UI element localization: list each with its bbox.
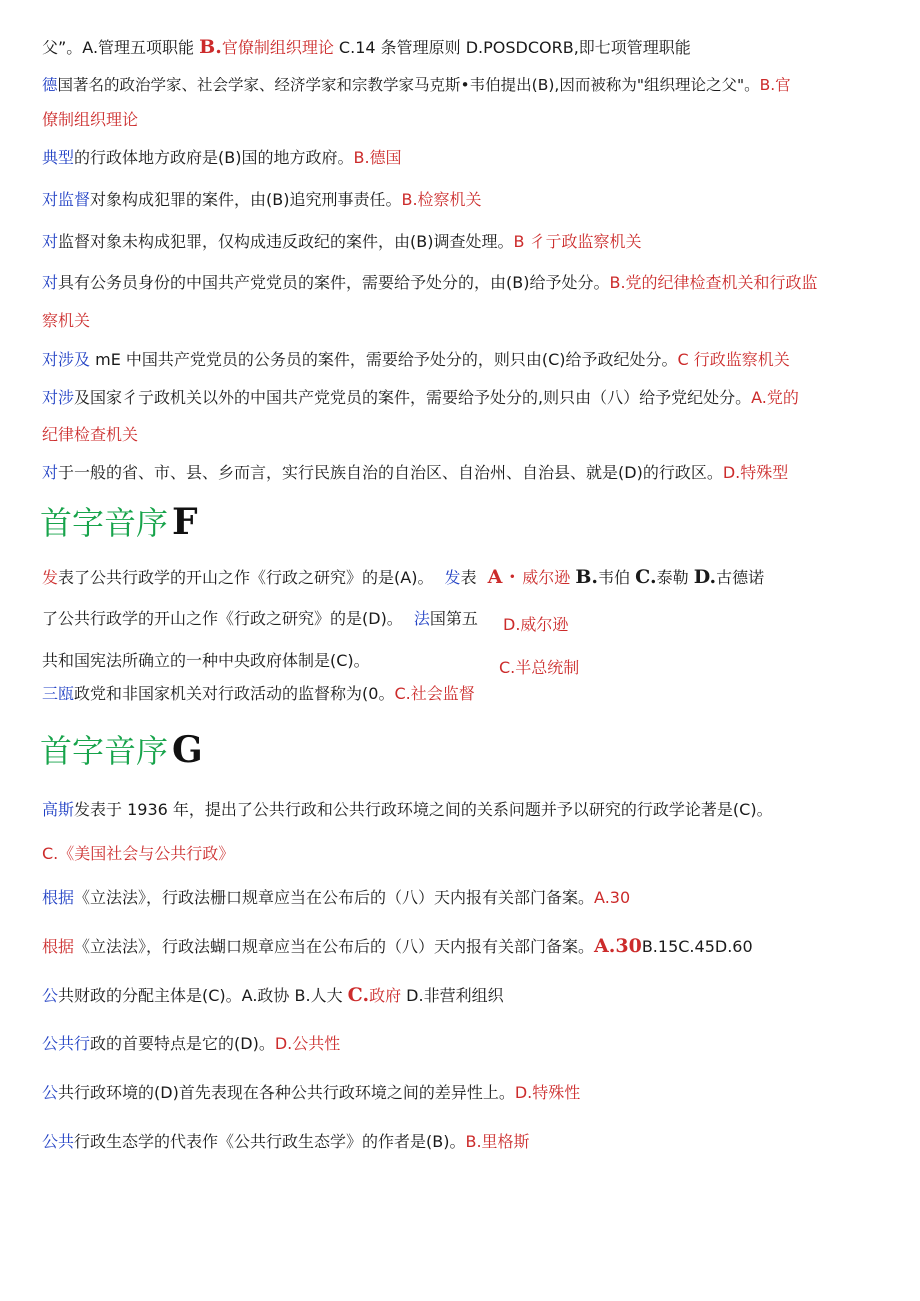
entry-lead: 公共 bbox=[42, 1132, 75, 1151]
entry-lead: 对监督 bbox=[42, 190, 91, 209]
answer-text: 威尔逊 bbox=[522, 568, 571, 587]
question-text: 对象构成犯罪的案件，由(B)追究刑事责任。 bbox=[90, 190, 402, 209]
answer-option: A.30 bbox=[594, 935, 642, 957]
entry-line bbox=[42, 566, 764, 589]
heading-text: 首字音序 bbox=[40, 732, 169, 770]
question-text: 发表于 1936 年，提出了公共行政和公共行政环境之间的关系问题并予以研究的行政学论著是(C)。 bbox=[74, 800, 773, 819]
question-text: C.14 条管理原则 D.POSDCORB,即七项管理职能 bbox=[333, 38, 691, 57]
answer-continuation: 僚制组织理论 bbox=[42, 110, 139, 129]
question-text: 表了公共行政学的开山之作《行政之研究》的是(A)。 bbox=[58, 568, 434, 587]
entry-lead: 根据 bbox=[42, 888, 75, 907]
entry-line bbox=[42, 1033, 340, 1055]
answer-text: B.里格斯 bbox=[465, 1132, 530, 1151]
question-text: mE 中国共产党党员的公务员的案件，需要给予处分的，则只由(C)给予政纪处分。 bbox=[90, 350, 678, 369]
question-text: 了公共行政学的开山之作《行政之研究》的是(D)。 bbox=[42, 609, 403, 628]
entry-line bbox=[42, 887, 630, 909]
question-text: 表 bbox=[460, 568, 477, 587]
entry-lead: 公 bbox=[42, 986, 59, 1005]
answer-text: B 彳亍政监察机关 bbox=[513, 232, 642, 251]
entry-line bbox=[42, 387, 799, 409]
entry-lead: 发 bbox=[444, 568, 461, 587]
option-text: 泰勒 bbox=[656, 568, 689, 587]
entry-line bbox=[42, 1082, 580, 1104]
answer-text: C 行政监察机关 bbox=[677, 350, 790, 369]
entry-line bbox=[42, 36, 691, 59]
entry-line bbox=[42, 189, 482, 211]
section-heading-f bbox=[40, 502, 198, 543]
entry-lead: 发 bbox=[42, 568, 59, 587]
entry-line bbox=[42, 1131, 530, 1153]
entry-line bbox=[42, 984, 504, 1007]
entry-line bbox=[42, 683, 475, 705]
question-text: 共和国宪法所确立的一种中央政府体制是(C)。 bbox=[42, 651, 370, 670]
entry-lead: 高斯 bbox=[42, 800, 75, 819]
option-text: B.15C.45D.60 bbox=[641, 937, 753, 956]
entry-line bbox=[42, 935, 753, 958]
entry-lead: 公共行 bbox=[42, 1034, 91, 1053]
answer-text: C.《美国社会与公共行政》 bbox=[42, 844, 235, 863]
entry-lead: 对涉及 bbox=[42, 350, 91, 369]
answer-text: D.威尔逊 bbox=[503, 615, 569, 634]
question-text: 《立法法》，行政法栅口规章应当在公布后的（八）天内报有关部门备案。 bbox=[74, 888, 595, 907]
entry-line bbox=[42, 74, 791, 96]
answer-continuation: 纪律检查机关 bbox=[42, 425, 139, 444]
question-text: 的行政体地方政府是(B)国的地方政府。 bbox=[74, 148, 354, 167]
option-text: D.非营利组织 bbox=[401, 986, 504, 1005]
heading-letter: F bbox=[172, 501, 198, 543]
question-text: 政党和非国家机关对行政活动的监督称为(0。 bbox=[74, 684, 395, 703]
question-text: 政的首要特点是它的(D)。 bbox=[90, 1034, 275, 1053]
answer-text: B.党的纪律检查机关和行政监 bbox=[609, 273, 818, 292]
entry-lead: 对涉 bbox=[42, 388, 75, 407]
entry-line bbox=[42, 349, 790, 371]
entry-lead: 德 bbox=[42, 76, 58, 94]
entry-line bbox=[42, 272, 818, 294]
entry-lead: 三瓯 bbox=[42, 684, 75, 703]
question-text: 共财政的分配主体是(C)。A.政协 B.人大 bbox=[58, 986, 348, 1005]
entry-line bbox=[42, 799, 773, 821]
entry-lead: 对 bbox=[42, 273, 59, 292]
entry-line bbox=[42, 231, 642, 253]
entry-lead: 典型 bbox=[42, 148, 75, 167]
option-letter: B. bbox=[575, 566, 599, 588]
option-text: 古德诺 bbox=[716, 568, 765, 587]
heading-text: 首字音序 bbox=[40, 504, 169, 542]
option-letter: C. bbox=[635, 566, 657, 588]
question-text: 行政生态学的代表作《公共行政生态学》的作者是(B)。 bbox=[74, 1132, 466, 1151]
answer-text: D.公共性 bbox=[274, 1034, 341, 1053]
answer-text: C.社会监督 bbox=[394, 684, 475, 703]
section-heading-g bbox=[40, 730, 203, 771]
heading-letter: G bbox=[172, 729, 203, 771]
answer-text: 官僚制组织理论 bbox=[221, 38, 334, 57]
answer-text: D.特殊型 bbox=[722, 463, 789, 482]
entry-lead: 对 bbox=[42, 463, 59, 482]
entry-line bbox=[42, 608, 478, 630]
answer-option: B. bbox=[199, 36, 222, 58]
question-text: 《立法法》，行政法蝴口规章应当在公布后的（八）天内报有关部门备案。 bbox=[74, 937, 595, 956]
entry-lead: 根据 bbox=[42, 937, 75, 956]
answer-option: A · bbox=[487, 566, 523, 588]
answer-text: B.检察机关 bbox=[401, 190, 482, 209]
answer-text: A.30 bbox=[594, 888, 631, 907]
answer-continuation: 察机关 bbox=[42, 311, 91, 330]
answer-text: 政府 bbox=[369, 986, 402, 1005]
question-text: 及国家彳亍政机关以外的中国共产党党员的案件，需要给予处分的,则只由（八）给予党纪处分。 bbox=[74, 388, 752, 407]
entry-lead: 法 bbox=[413, 609, 430, 628]
question-text: 于一般的省、市、县、乡而言，实行民族自治的自治区、自治州、自治县、就是(D)的行政区。 bbox=[58, 463, 723, 482]
question-text: 监督对象未构成犯罪，仅构成违反政纪的案件，由(B)调查处理。 bbox=[58, 232, 514, 251]
answer-text: C.半总统制 bbox=[499, 658, 580, 677]
answer-text: D.特殊性 bbox=[514, 1083, 581, 1102]
question-text: 具有公务员身份的中国共产党党员的案件，需要给予处分的，由(B)给予处分。 bbox=[58, 273, 610, 292]
question-text: 国第五 bbox=[429, 609, 478, 628]
question-text: 父”。A.管理五项职能 bbox=[42, 38, 200, 57]
entry-lead: 对 bbox=[42, 232, 59, 251]
entry-line bbox=[42, 462, 788, 484]
answer-option: C. bbox=[347, 984, 370, 1006]
option-letter: D. bbox=[693, 566, 717, 588]
answer-text: A.党的 bbox=[751, 388, 799, 407]
answer-text: B.官 bbox=[759, 76, 791, 94]
entry-line bbox=[42, 147, 402, 169]
option-text: 韦伯 bbox=[598, 568, 631, 587]
question-text: 共行政环境的(D)首先表现在各种公共行政环境之间的差异性上。 bbox=[58, 1083, 515, 1102]
question-text: 国著名的政治学家、社会学家、经济学家和宗教学家马克斯•韦伯提出(B),因而被称为"组织理论之父"。 bbox=[57, 76, 760, 94]
answer-text: B.德国 bbox=[353, 148, 402, 167]
entry-lead: 公 bbox=[42, 1083, 59, 1102]
